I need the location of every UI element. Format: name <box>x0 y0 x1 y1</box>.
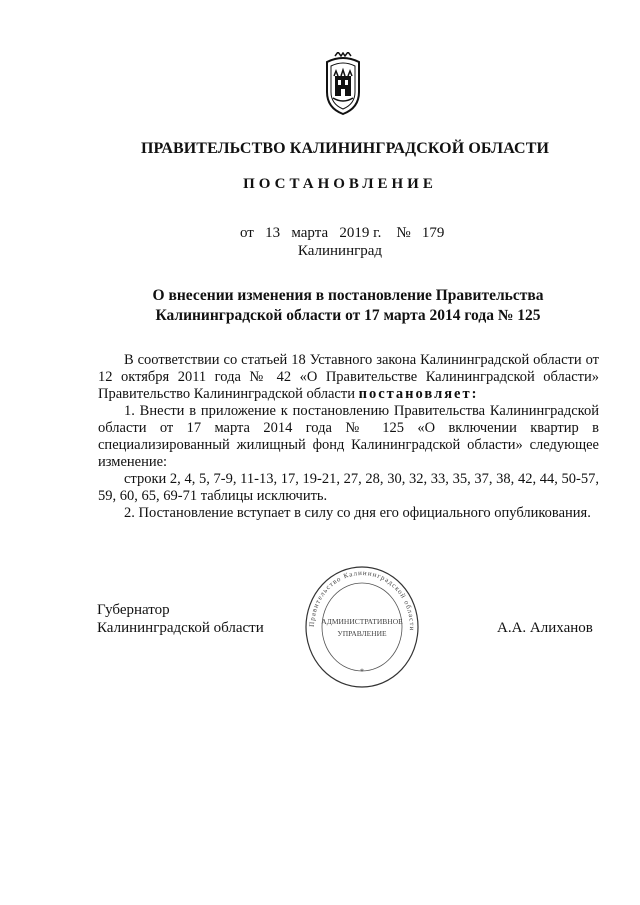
official-stamp <box>303 562 421 692</box>
signatory-position <box>97 601 264 637</box>
signatory-name: А.А. Алиханов <box>497 620 593 636</box>
date-month: марта <box>291 225 329 241</box>
stamp-inner-line-2: УПРАВЛЕНИЕ <box>337 629 387 638</box>
subject-line-1: О внесении изменения в постановление Правительства <box>152 287 544 304</box>
preamble-paragraph <box>98 352 599 403</box>
date-day: 13 <box>265 225 281 241</box>
number-sign: № <box>396 225 411 241</box>
document-type: ПОСТАНОВЛЕНИЕ <box>243 176 437 192</box>
clause-1-paragraph: 1. Внести в приложение к постановлению Правительства Калининградской области от 17 марта 2014 года № 125 «О включении квартир в специализированный жилищный фонд Калининградской области» следующее изменение: <box>98 403 599 470</box>
svg-text:*: * <box>360 667 364 676</box>
position-line-1: Губернатор <box>97 602 170 618</box>
stamp-ring-text: Правительство Калининградской области <box>307 568 417 632</box>
city-name: Калининград <box>297 243 383 259</box>
date-number-line <box>240 225 444 242</box>
date-year: 2019 г. <box>339 225 382 241</box>
date-prefix: от <box>240 225 254 241</box>
resolves-word: постановляет: <box>358 386 479 402</box>
subject-line-2: Калининградской области от 17 марта 2014 года № 125 <box>155 307 541 324</box>
preamble-text: В соответствии со статьей 18 Уставного закона Калининградской области от 12 октября 2011 года № 42 «О Правительстве Калининградской области» Правительство Калининградской области <box>98 352 599 402</box>
document-body <box>98 352 599 522</box>
document-number: 179 <box>421 225 445 241</box>
document-subject <box>108 286 588 326</box>
clause-2-paragraph: 2. Постановление вступает в силу со дня его официального опубликования. <box>124 505 591 521</box>
position-line-2: Калининградской области <box>97 620 264 636</box>
organization-title: ПРАВИТЕЛЬСТВО КАЛИНИНГРАДСКОЙ ОБЛАСТИ <box>140 140 550 157</box>
stamp-inner-line-1: АДМИНИСТРАТИВНОЕ <box>321 617 403 626</box>
coat-of-arms-emblem <box>321 52 365 118</box>
rows-to-remove-paragraph: строки 2, 4, 5, 7-9, 11-13, 17, 19-21, 27, 28, 30, 32, 33, 35, 37, 38, 42, 44, 50-57, 59, 60, 65, 69-71 таблицы исключить. <box>98 471 599 504</box>
